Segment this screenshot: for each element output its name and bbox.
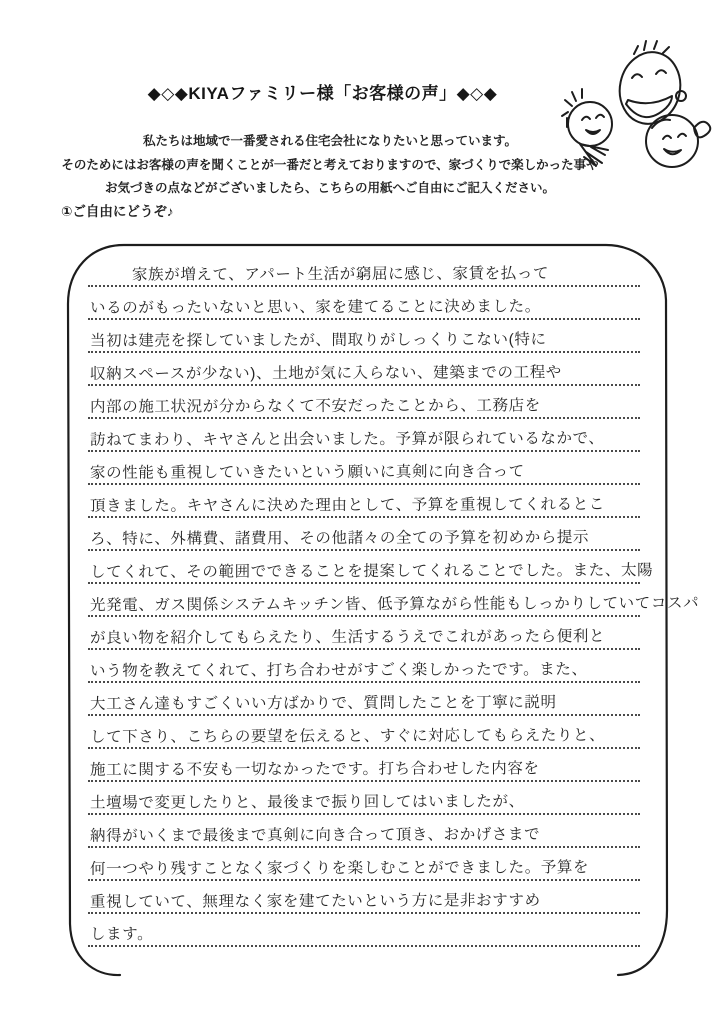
handwritten-text: 土壇場で変更したりと、最後まで振り回してはいましたが、	[89, 793, 525, 812]
handwritten-text: してくれて、その範囲でできることを提案してくれることでした。また、太陽	[89, 562, 654, 581]
handwritten-text: します。	[89, 925, 154, 944]
comment-line	[88, 551, 654, 584]
comment-line	[88, 683, 640, 716]
comment-line	[88, 386, 640, 419]
comment-line	[88, 617, 640, 650]
comment-line	[88, 584, 700, 617]
comment-line	[88, 254, 640, 287]
handwritten-text: 頂きました。キヤさんに決めた理由として、予算を重視してくれるとこ	[89, 496, 605, 515]
comment-line	[88, 287, 640, 320]
handwritten-text: ろ、特に、外構費、諸費用、その他諸々の全ての予算を初めから提示	[89, 529, 590, 548]
handwritten-text: いるのがもったいないと思い、家を建てることに決めました。	[89, 298, 541, 317]
intro-line: 私たちは地域で一番愛される住宅会社になりたいと思っています。	[142, 134, 517, 148]
handwritten-text: して下さり、こちらの要望を伝えると、すぐに対応してもらえたりと、	[89, 727, 606, 746]
comment-line	[88, 848, 640, 881]
comment-line	[88, 650, 640, 683]
handwritten-text: 当初は建売を探していましたが、間取りがしっくりこない(特に	[89, 331, 547, 350]
handwritten-text: 何一つやり残すことなく家づくりを楽しむことができました。予算を	[89, 859, 590, 878]
intro-line: お気づきの点などがございましたら、こちらの用紙へご自由にご記入ください。	[104, 181, 555, 195]
comment-line	[88, 782, 640, 815]
comment-line	[88, 518, 640, 551]
handwritten-text: 光発電、ガス関係システムキッチン皆、低予算ながら性能もしっかりしていてコスパ	[89, 594, 700, 615]
comment-line	[88, 881, 640, 914]
handwritten-text: 納得がいくまで最後まで真剣に向き合って頂き、おかげさまで	[89, 826, 541, 845]
free-comment-label: ①ご自由にどうぞ♪	[61, 204, 174, 219]
comment-line	[88, 353, 640, 386]
comment-line	[88, 452, 640, 485]
sheet-title: ◆◇◆KIYAファミリー様「お客様の声」◆◇◆	[147, 84, 498, 103]
comment-line	[88, 320, 640, 353]
intro-line: そのためにはお客様の声を聞くことが一番だと考えておりますので、家づくりで楽しかった事や	[61, 157, 599, 172]
handwritten-text: 施工に関する不安も一切なかったです。打ち合わせした内容を	[89, 760, 540, 779]
comment-line	[88, 419, 640, 452]
handwritten-text: が良い物を紹介してもらえたり、生活するうえでこれがあったら便利と	[89, 628, 606, 647]
intro-text	[30, 130, 630, 201]
comment-line	[88, 914, 640, 947]
comment-area	[88, 254, 700, 947]
handwritten-text: 訪ねてまわり、キヤさんと出会いました。予算が限られているなかで、	[89, 430, 605, 449]
handwritten-text: 家の性能も重視していきたいという願いに真剣に向き合って	[89, 463, 525, 482]
handwritten-text: 重視していて、無理なく家を建てたいという方に是非おすすめ	[89, 892, 541, 911]
comment-line	[88, 716, 640, 749]
comment-line	[88, 815, 640, 848]
handwritten-text: 家族が増えて、アパート生活が窮屈に感じ、家賃を払って	[131, 265, 550, 284]
comment-line	[88, 485, 640, 518]
handwritten-text: 内部の施工状況が分からなくて不安だったことから、工務店を	[89, 397, 541, 416]
comment-line	[88, 749, 640, 782]
handwritten-text: 収納スペースが少ない)、土地が気に入らない、建築までの工程や	[89, 364, 562, 383]
handwritten-text: いう物を教えてくれて、打ち合わせがすごく楽しかったです。また、	[89, 661, 588, 680]
handwritten-text: 大工さん達もすごくいい方ばかりで、質問したことを丁寧に説明	[89, 694, 557, 713]
